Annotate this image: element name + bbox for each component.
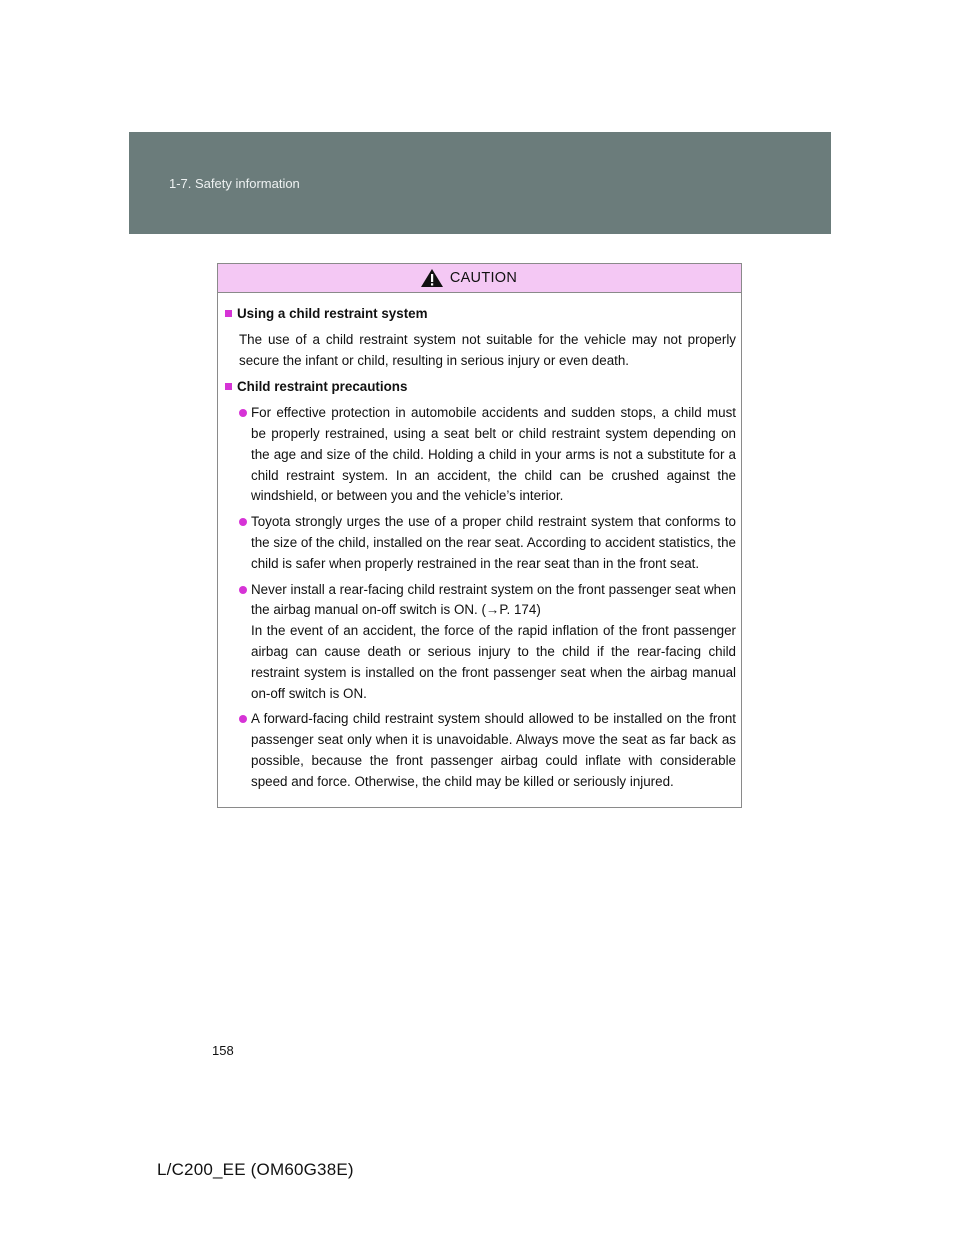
bullet-item bbox=[239, 709, 736, 792]
section-heading bbox=[225, 304, 736, 325]
caution-title: CAUTION bbox=[449, 270, 518, 286]
bullet-item bbox=[239, 580, 736, 705]
round-bullet-icon bbox=[239, 586, 247, 594]
caution-header bbox=[218, 264, 741, 293]
bullet-text: Toyota strongly urges the use of a proper child restraint system that conforms to the size of the child, installed on the rear seat. According to accident statistics, the child is safer when properly restrained in the rear seat than in the front seat. bbox=[251, 514, 736, 571]
bullet-text: For effective protection in automobile accidents and sudden stops, a child must be properly restrained, using a seat belt or child restraint system depending on the age and size of the child. Holding a child in your arms is not a substitute for a child restraint system. In an accident, the child can be crushed against the windshield, or between you and the vehicle’s interior. bbox=[251, 405, 736, 504]
warning-triangle-icon bbox=[420, 268, 444, 288]
section-heading bbox=[225, 377, 736, 398]
document-code: L/C200_EE (OM60G38E) bbox=[157, 1160, 354, 1179]
square-bullet-icon bbox=[225, 310, 232, 317]
section-paragraph: The use of a child restraint system not suitable for the vehicle may not properly secure the infant or child, resulting in serious injury or even death. bbox=[239, 331, 736, 368]
bullet-text-group bbox=[251, 580, 736, 705]
round-bullet-icon bbox=[239, 715, 247, 723]
round-bullet-icon bbox=[239, 409, 247, 417]
section-heading-text: Using a child restraint system bbox=[237, 306, 428, 321]
page-number: 158 bbox=[212, 1043, 234, 1058]
section-heading-text: Child restraint precautions bbox=[237, 379, 408, 395]
caution-body bbox=[218, 293, 741, 793]
bullet-item bbox=[239, 512, 736, 574]
caution-box bbox=[217, 263, 742, 808]
bullet-item bbox=[239, 403, 736, 507]
square-bullet-icon bbox=[225, 383, 232, 390]
bullet-text-continued: In the event of an accident, the force of the rapid inflation of the front passenger airbag can cause death or serious injury to the child if the rear-facing child restraint system is installed on the front passenger seat when the airbag manual on-off switch is ON. bbox=[251, 623, 736, 701]
section-title: 1-7. Safety information bbox=[169, 176, 300, 191]
bullet-text: A forward-facing child restraint system should allowed to be installed on the front passenger seat only when it is unavoidable. Always move the seat as far back as possible, because the front passenger airbag could inflate with considerable speed and force. Otherwise, the child may be killed or seriously injured. bbox=[251, 711, 736, 789]
section-header-band bbox=[129, 132, 831, 234]
bullet-text: Never install a rear-facing child restraint system on the front passenger seat when the airbag manual on-off switch is ON. (→P. 174) bbox=[251, 581, 736, 618]
round-bullet-icon bbox=[239, 518, 247, 526]
